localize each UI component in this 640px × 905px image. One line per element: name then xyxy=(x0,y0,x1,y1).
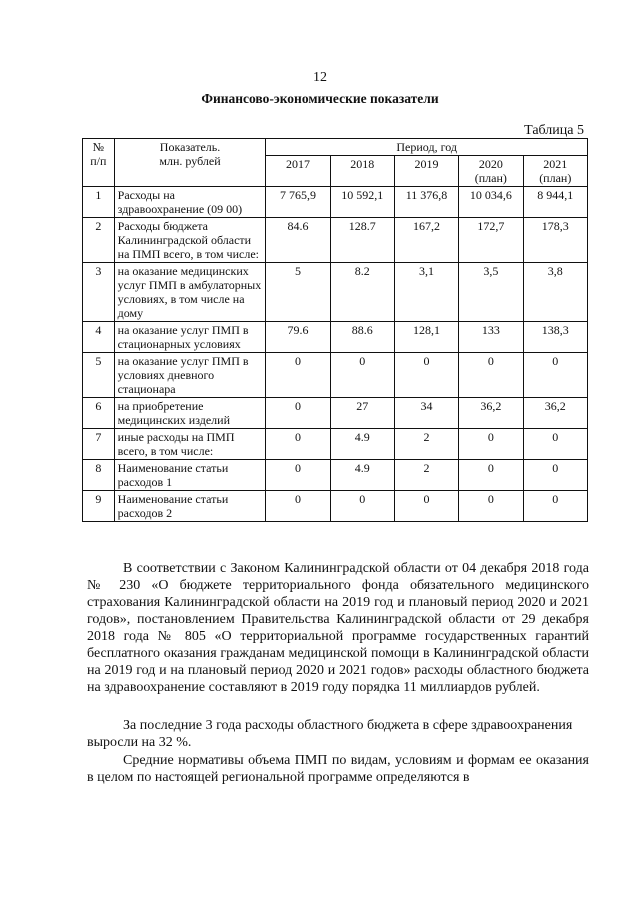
row-value-cell: 8.2 xyxy=(330,263,394,322)
table-row xyxy=(83,429,588,460)
row-value-cell: 0 xyxy=(330,491,394,522)
row-number-cell: 5 xyxy=(83,353,115,398)
table-row xyxy=(83,187,588,218)
row-value-cell: 0 xyxy=(523,460,587,491)
row-value-cell: 8 944,1 xyxy=(523,187,587,218)
row-value-cell: 34 xyxy=(394,398,458,429)
table-caption: Таблица 5 xyxy=(524,123,584,138)
row-value-cell: 2 xyxy=(394,429,458,460)
row-value-cell: 0 xyxy=(266,491,330,522)
row-value-cell: 138,3 xyxy=(523,322,587,353)
table-header xyxy=(83,139,588,187)
row-number-cell: 6 xyxy=(83,398,115,429)
row-value-cell: 4.9 xyxy=(330,460,394,491)
table-row xyxy=(83,263,588,322)
table-row xyxy=(83,353,588,398)
row-number-cell: 4 xyxy=(83,322,115,353)
table-row xyxy=(83,491,588,522)
row-value-cell: 84.6 xyxy=(266,218,330,263)
row-number-cell: 9 xyxy=(83,491,115,522)
paragraph-volume-norms: Средние нормативы объема ПМП по видам, условиям и формам ее оказания в целом по настоящей региональной программе определяются в xyxy=(87,753,589,785)
row-value-cell: 88.6 xyxy=(330,322,394,353)
row-value-cell: 0 xyxy=(394,353,458,398)
row-value-cell: 0 xyxy=(459,429,523,460)
row-value-cell: 79.6 xyxy=(266,322,330,353)
row-value-cell: 133 xyxy=(459,322,523,353)
row-value-cell: 0 xyxy=(330,353,394,398)
table-body xyxy=(83,187,588,522)
row-value-cell: 0 xyxy=(523,491,587,522)
header-number-line1: № xyxy=(92,140,105,154)
header-year-2017 xyxy=(266,156,330,187)
header-number-line2: п/п xyxy=(90,154,107,168)
row-value-cell: 0 xyxy=(523,429,587,460)
row-indicator-cell: Расходы на здравоохранение (09 00) xyxy=(114,187,266,218)
row-value-cell: 172,7 xyxy=(459,218,523,263)
financial-indicators-table xyxy=(82,138,588,522)
row-number-cell: 3 xyxy=(83,263,115,322)
row-value-cell: 10 034,6 xyxy=(459,187,523,218)
page-number: 12 xyxy=(313,70,327,85)
row-value-cell: 3,5 xyxy=(459,263,523,322)
row-value-cell: 128.7 xyxy=(330,218,394,263)
row-value-cell: 167,2 xyxy=(394,218,458,263)
header-indicator-cell xyxy=(114,139,266,187)
row-value-cell: 0 xyxy=(266,429,330,460)
row-value-cell: 11 376,8 xyxy=(394,187,458,218)
header-number-cell xyxy=(83,139,115,187)
row-value-cell: 0 xyxy=(266,460,330,491)
row-value-cell: 36,2 xyxy=(459,398,523,429)
header-year-2019 xyxy=(394,156,458,187)
row-value-cell: 27 xyxy=(330,398,394,429)
row-indicator-cell: на оказание медицинских услуг ПМП в амбулаторных условиях, в том числе на дому xyxy=(114,263,266,322)
row-indicator-cell: на оказание услуг ПМП в стационарных условиях xyxy=(114,322,266,353)
row-value-cell: 7 765,9 xyxy=(266,187,330,218)
header-year-2021 xyxy=(523,156,587,187)
header-period: Период, год xyxy=(266,139,588,156)
header-year-2020 xyxy=(459,156,523,187)
row-value-cell: 0 xyxy=(459,353,523,398)
table-row xyxy=(83,218,588,263)
paragraph-budget-growth: За последние 3 года расходы областного бюджета в сфере здравоохранения выросли на 32 %. xyxy=(87,718,573,750)
row-value-cell: 3,1 xyxy=(394,263,458,322)
row-indicator-cell: на оказание услуг ПМП в условиях дневного стационара xyxy=(114,353,266,398)
header-year-note: (план) xyxy=(474,171,507,185)
row-value-cell: 0 xyxy=(459,460,523,491)
row-number-cell: 1 xyxy=(83,187,115,218)
table-row xyxy=(83,460,588,491)
row-number-cell: 7 xyxy=(83,429,115,460)
row-value-cell: 178,3 xyxy=(523,218,587,263)
header-year-note: (план) xyxy=(539,171,572,185)
header-indicator-line2: млн. рублей xyxy=(159,154,221,168)
row-value-cell: 0 xyxy=(266,398,330,429)
row-number-cell: 8 xyxy=(83,460,115,491)
row-value-cell: 36,2 xyxy=(523,398,587,429)
header-year-label: 2021 xyxy=(543,157,568,171)
page-title: Финансово-экономические показатели xyxy=(201,91,439,106)
header-year-label: 2020 xyxy=(478,157,503,171)
row-indicator-cell: иные расходы на ПМП всего, в том числе: xyxy=(114,429,266,460)
table-row xyxy=(83,322,588,353)
header-year-label: 2018 xyxy=(350,157,375,171)
header-year-label: 2019 xyxy=(414,157,439,171)
header-year-label: 2017 xyxy=(285,157,310,171)
row-number-cell: 2 xyxy=(83,218,115,263)
paragraph-budget-law: В соответствии с Законом Калининградской области от 04 декабря 2018 года № 230 «О бюджете территориального фонда обязательного медицинского страхования Калининградской области на 2019 год и плановый период 2020 и 2021 годов», постановлением Правительства Калининградской области от 29 декабря 2018 года № 805 «О территориальной программе государственных гарантий бесплатного оказания гражданам медицинской помощи в Калининградской области на 2019 год и на плановый период 2020 и 2021 годов» расходы областного бюджета на здравоохранение составляют в 2019 году порядка 11 миллиардов рублей. xyxy=(87,561,589,695)
row-value-cell: 5 xyxy=(266,263,330,322)
row-value-cell: 3,8 xyxy=(523,263,587,322)
row-value-cell: 4.9 xyxy=(330,429,394,460)
row-indicator-cell: Наименование статьи расходов 2 xyxy=(114,491,266,522)
row-indicator-cell: Наименование статьи расходов 1 xyxy=(114,460,266,491)
row-value-cell: 128,1 xyxy=(394,322,458,353)
header-indicator-line1: Показатель. xyxy=(159,140,221,154)
row-indicator-cell: Расходы бюджета Калининградской области на ПМП всего, в том числе: xyxy=(114,218,266,263)
table-row xyxy=(83,398,588,429)
row-value-cell: 0 xyxy=(394,491,458,522)
row-indicator-cell: на приобретение медицинских изделий xyxy=(114,398,266,429)
row-value-cell: 2 xyxy=(394,460,458,491)
header-year-2018 xyxy=(330,156,394,187)
row-value-cell: 10 592,1 xyxy=(330,187,394,218)
row-value-cell: 0 xyxy=(266,353,330,398)
row-value-cell: 0 xyxy=(459,491,523,522)
row-value-cell: 0 xyxy=(523,353,587,398)
